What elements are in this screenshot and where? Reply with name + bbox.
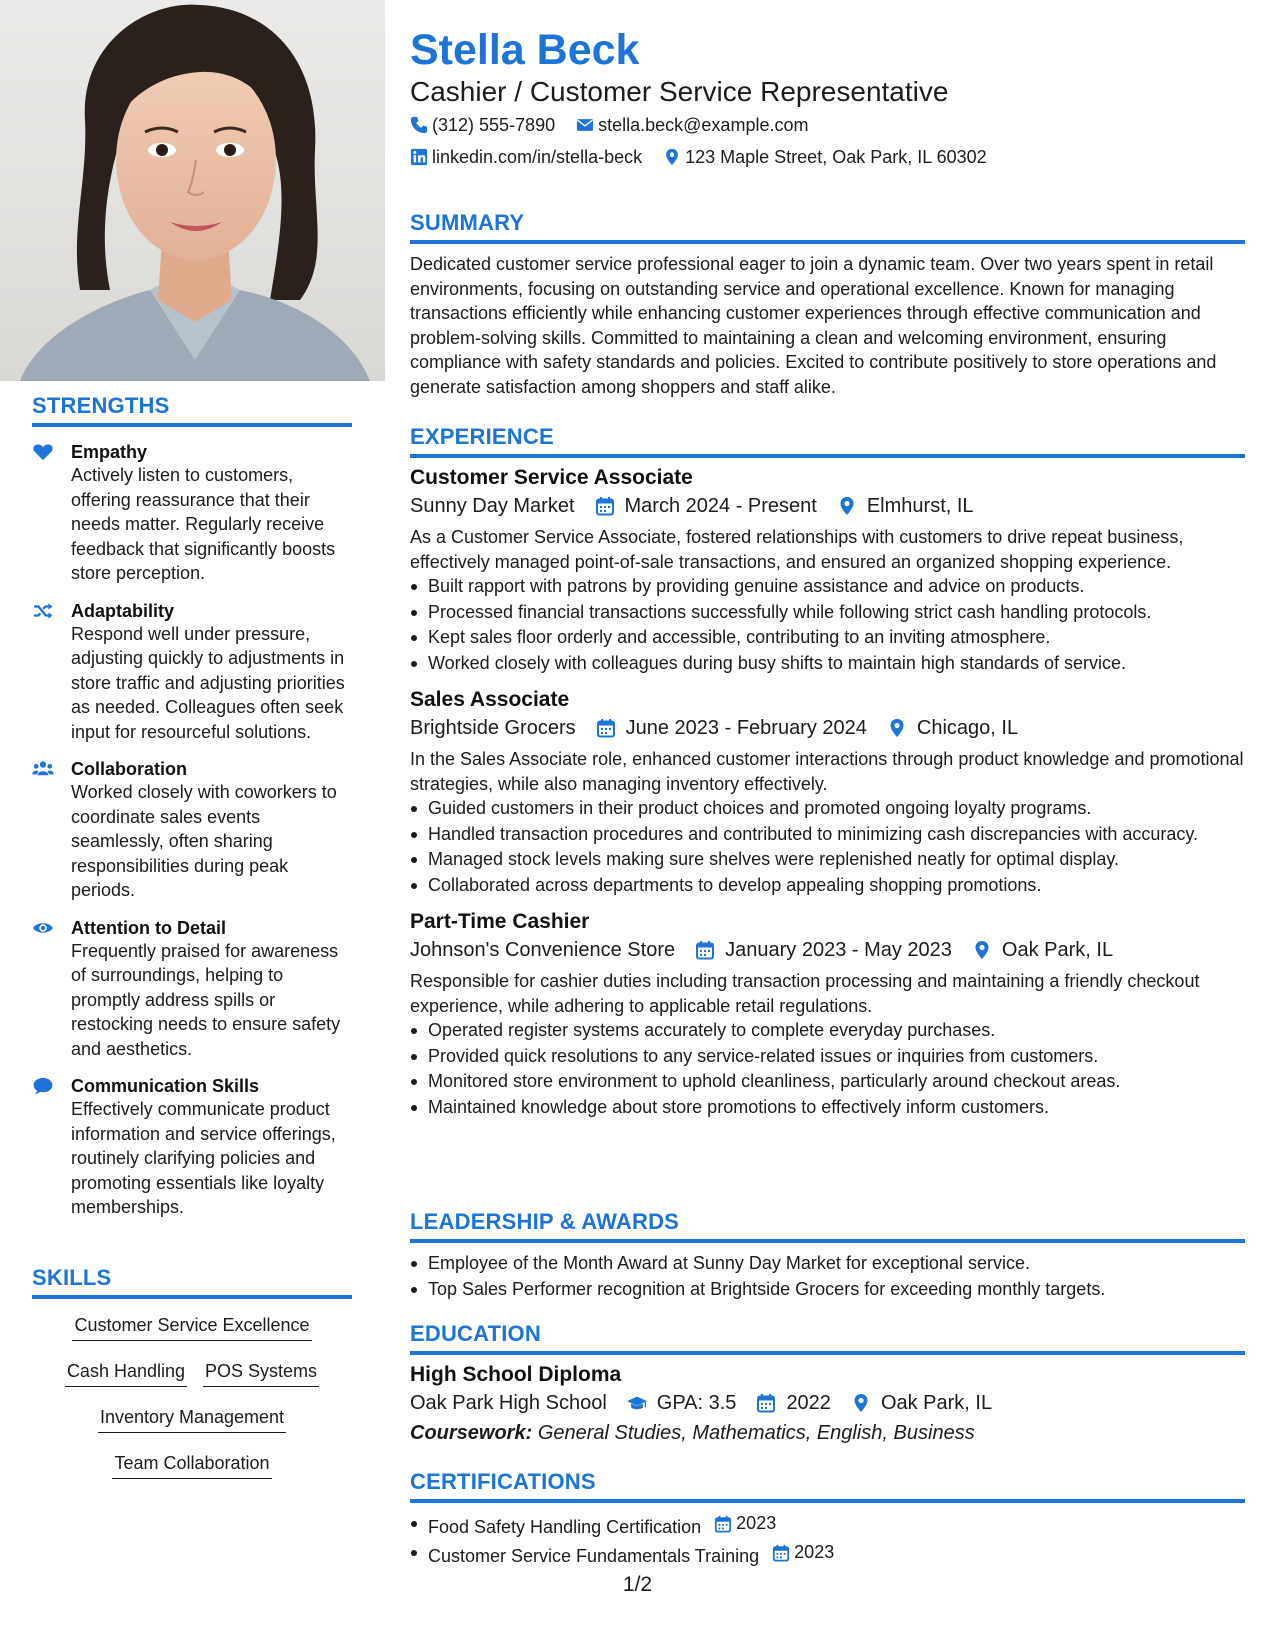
education-coursework: [410, 1419, 1245, 1447]
skill-row: [32, 1405, 352, 1433]
linkedin-icon: [410, 148, 428, 166]
skill-tag: Team Collaboration: [112, 1451, 271, 1479]
calendar-icon: [714, 1515, 732, 1533]
education-school: Oak Park High School: [410, 1392, 607, 1414]
award-item: Employee of the Month Award at Sunny Day Market for exceptional service.: [410, 1251, 1245, 1277]
linkedin-link[interactable]: linkedin.com/in/stella-beck: [432, 147, 643, 167]
coursework-text: General Studies, Mathematics, English, Business: [537, 1422, 975, 1444]
job-bullet: Collaborated across departments to develop appealing shopping promotions.: [410, 873, 1245, 899]
phone-icon: [410, 116, 428, 134]
coursework-label: Coursework:: [410, 1422, 533, 1444]
map-pin-icon: [837, 496, 857, 516]
job-description: As a Customer Service Associate, fostered relationships with customers to drive repeat business, effectively managed point-of-sale transactions, and ensured an organized shopping experience.: [410, 527, 1184, 572]
calendar-icon: [772, 1544, 790, 1562]
certification-date: [772, 1540, 834, 1566]
strength-name: Empathy: [71, 442, 148, 462]
calendar-icon: [756, 1393, 776, 1413]
strength-item: [32, 917, 352, 1062]
map-pin-icon: [851, 1393, 871, 1413]
strengths-title: STRENGTHS: [32, 393, 352, 427]
certification-date: [714, 1511, 776, 1537]
certifications-list: [410, 1511, 1245, 1570]
email-item[interactable]: [576, 113, 808, 137]
profile-photo-illustration: [0, 0, 385, 381]
education-location: Oak Park, IL: [880, 1392, 993, 1414]
education-meta: [410, 1389, 1245, 1417]
calendar-icon: [596, 718, 616, 738]
job-location: Chicago, IL: [916, 717, 1019, 739]
awards-title: LEADERSHIP & AWARDS: [410, 1209, 1245, 1243]
strength-name: Attention to Detail: [71, 917, 226, 938]
experience-section: [410, 424, 1245, 1120]
strength-desc: Respond well under pressure, adjusting quickly to adjustments in store traffic and adjusting priorities as needed. Colleagues often seek input for resourceful solutions.: [71, 623, 345, 742]
strength-name: Communication Skills: [71, 1076, 260, 1096]
summary-section: [410, 210, 1245, 399]
phone-text: (312) 555-7890: [432, 115, 556, 135]
graduation-cap-icon: [627, 1393, 647, 1413]
profile-photo: [0, 0, 385, 381]
map-pin-icon: [972, 940, 992, 960]
education-title: EDUCATION: [410, 1321, 1245, 1355]
job-company: Sunny Day Market: [410, 495, 575, 517]
job-company: Johnson's Convenience Store: [410, 939, 676, 961]
awards-section: [410, 1209, 1245, 1302]
strength-name: Adaptability: [71, 600, 175, 621]
strength-desc: Effectively communicate product information and service offerings, routinely clarifying policies and promoting essentials like loyalty memberships.: [71, 1099, 336, 1217]
education-gpa: GPA: 3.5: [656, 1392, 737, 1414]
job-bullet: Managed stock levels making sure shelves were replenished neatly for optimal display.: [410, 847, 1245, 873]
summary-title: SUMMARY: [410, 210, 1245, 244]
job-entry: [410, 908, 1245, 1120]
job-meta: [410, 492, 1245, 520]
skills-section: [32, 1265, 352, 1497]
job-entry: [410, 464, 1245, 676]
shuffle-icon: [32, 602, 54, 620]
eye-icon: [32, 919, 54, 937]
education-year: 2022: [786, 1392, 831, 1414]
job-description: Responsible for cashier duties including transaction processing and maintaining a friendly checkout experience, while adhering to applicable retail regulations.: [410, 971, 1200, 1016]
certification-name: Customer Service Fundamentals Training: [428, 1546, 760, 1566]
phone-item: [410, 113, 555, 137]
contact-row-2: [410, 145, 1003, 172]
job-title: Part-Time Cashier: [410, 910, 590, 933]
job-bullet: Provided quick resolutions to any service-related issues or inquiries from customers.: [410, 1044, 1245, 1070]
address-item: [663, 145, 987, 169]
award-item: Top Sales Performer recognition at Brightside Grocers for exceeding monthly targets.: [410, 1277, 1245, 1303]
certification-name: Food Safety Handling Certification: [428, 1516, 702, 1537]
skill-row: [32, 1359, 352, 1387]
linkedin-item[interactable]: [410, 145, 642, 169]
email-link[interactable]: stella.beck@example.com: [598, 115, 809, 135]
job-title: Sales Associate: [410, 688, 570, 711]
job-bullet: Worked closely with colleagues during busy shifts to maintain high standards of service.: [410, 651, 1245, 677]
skill-tag: Cash Handling: [65, 1359, 187, 1387]
skill-tag: Customer Service Excellence: [72, 1313, 311, 1341]
job-bullet: Monitored store environment to uphold cleanliness, particularly around checkout areas.: [410, 1069, 1245, 1095]
envelope-icon: [576, 116, 594, 134]
comment-icon: [32, 1077, 54, 1095]
strength-name: Collaboration: [71, 759, 187, 779]
strength-desc: Worked closely with coworkers to coordinate sales events seamlessly, often sharing responsibilities during peak periods.: [71, 782, 337, 900]
strength-item: [32, 441, 352, 586]
strength-item: [32, 600, 352, 745]
heart-icon: [32, 443, 54, 461]
experience-title: EXPERIENCE: [410, 424, 1245, 458]
job-bullets: [410, 574, 1245, 676]
skill-tag: POS Systems: [203, 1359, 319, 1387]
job-meta: [410, 936, 1245, 964]
strengths-section: [32, 393, 352, 1220]
job-entry: [410, 686, 1245, 898]
job-meta: [410, 714, 1245, 742]
certification-year: 2023: [794, 1542, 835, 1563]
summary-text: Dedicated customer service professional eager to join a dynamic team. Over two years spent in retail environments, focusing on outstanding service and operational excellence. Known for managing transactions efficiently while enhancing customer experiences through effective communication and problem-solving skills. Committed to maintaining a clean and welcoming environment, ensuring compliance with safety standards and policies. Excited to contribute positively to store operations and generate satisfaction among shoppers and staff alike.: [410, 254, 1217, 397]
job-bullet: Handled transaction procedures and contributed to minimizing cash discrepancies with accuracy.: [410, 822, 1245, 848]
users-icon: [32, 760, 54, 778]
certifications-section: [410, 1469, 1245, 1570]
contact-row-1: [410, 113, 824, 140]
job-bullet: Kept sales floor orderly and accessible, contributing to an inviting atmosphere.: [410, 625, 1245, 651]
skills-title: SKILLS: [32, 1265, 352, 1299]
strength-desc: Frequently praised for awareness of surroundings, helping to promptly address spills or restocking needs to ensure safety and aesthetics.: [71, 940, 341, 1059]
education-degree: High School Diploma: [410, 1363, 622, 1386]
certification-year: 2023: [736, 1513, 777, 1533]
address-text: 123 Maple Street, Oak Park, IL 60302: [685, 147, 987, 167]
awards-list: [410, 1251, 1245, 1302]
skill-tag: Inventory Management: [98, 1405, 286, 1433]
skill-row: [32, 1451, 352, 1479]
strength-item: [32, 1075, 352, 1220]
job-location: Elmhurst, IL: [866, 495, 974, 517]
job-dates: June 2023 - February 2024: [625, 717, 867, 739]
job-company: Brightside Grocers: [410, 717, 576, 739]
job-bullet: Guided customers in their product choices and promoted ongoing loyalty programs.: [410, 796, 1245, 822]
job-dates: January 2023 - May 2023: [725, 939, 952, 961]
skills-list: [32, 1313, 352, 1479]
education-section: [410, 1321, 1245, 1447]
job-bullets: [410, 796, 1245, 898]
map-pin-icon: [663, 148, 681, 166]
certifications-title: CERTIFICATIONS: [410, 1469, 1245, 1503]
job-bullet: Built rapport with patrons by providing genuine assistance and advice on products.: [410, 574, 1245, 600]
candidate-name: Stella Beck: [410, 26, 640, 74]
calendar-icon: [695, 940, 715, 960]
certification-item: [410, 1511, 1245, 1540]
job-bullet: Maintained knowledge about store promotions to effectively inform customers.: [410, 1095, 1245, 1121]
page-number: 1/2: [622, 1573, 653, 1596]
calendar-icon: [595, 496, 615, 516]
map-pin-icon: [887, 718, 907, 738]
job-description: In the Sales Associate role, enhanced customer interactions through product knowledge and promotional strategies, while also managing inventory effectively.: [410, 749, 1244, 794]
strength-item: [32, 758, 352, 903]
skill-row: [32, 1313, 352, 1341]
job-bullet: Processed financial transactions successfully while following strict cash handling protocols.: [410, 600, 1245, 626]
certification-item: [410, 1540, 1245, 1569]
candidate-role: Cashier / Customer Service Representative: [410, 76, 949, 107]
job-bullets: [410, 1018, 1245, 1120]
strength-desc: Actively listen to customers, offering reassurance that their needs matter. Regularly receive feedback that significantly boosts store perception.: [71, 465, 336, 583]
left-column: [0, 0, 385, 1650]
job-location: Oak Park, IL: [1001, 939, 1114, 961]
job-title: Customer Service Associate: [410, 466, 693, 489]
job-bullet: Operated register systems accurately to complete everyday purchases.: [410, 1018, 1245, 1044]
job-dates: March 2024 - Present: [624, 495, 817, 517]
